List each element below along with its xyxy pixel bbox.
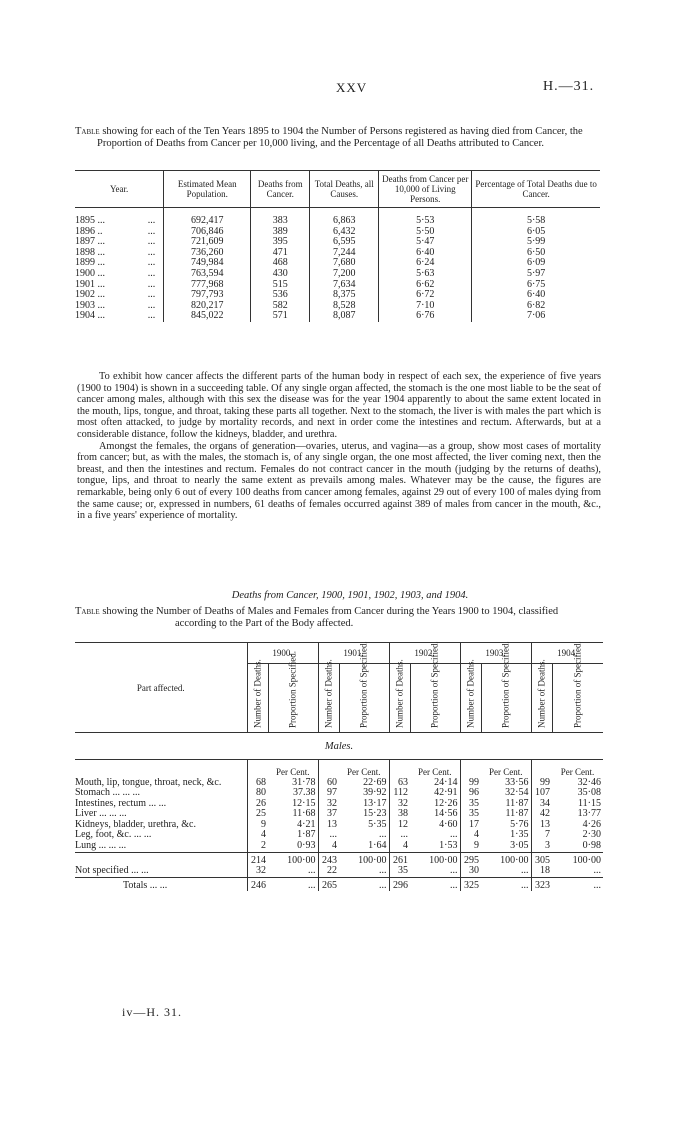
cancer-deaths-cell: 468 bbox=[251, 258, 310, 269]
year-cell: 1904 ... bbox=[75, 310, 105, 322]
cancer-by-body-part-table bbox=[75, 642, 603, 891]
proportion-cell: 13·17 bbox=[363, 797, 387, 809]
sub-proportion-1902: Proportion of Specified. bbox=[410, 664, 460, 733]
proportion-cell: 5·35 bbox=[368, 818, 387, 830]
number-cell: 34 bbox=[531, 799, 552, 810]
cancer-deaths-cell: 571 bbox=[251, 311, 310, 322]
total-deaths-cell: 6,432 bbox=[310, 227, 379, 238]
dots-cell: ... bbox=[147, 236, 156, 248]
spacer bbox=[531, 760, 552, 778]
number-cell: 246 bbox=[247, 877, 268, 891]
proportion-cell: 3·05 bbox=[510, 840, 529, 852]
col-percentage: Percentage of Total Deaths due to Cancer. bbox=[472, 171, 600, 208]
proportion-cell: 42·91 bbox=[434, 787, 458, 799]
sub-number-1901: Number of Deaths. bbox=[318, 664, 339, 733]
sub-proportion-1901: Proportion of Specified. bbox=[339, 664, 389, 733]
sub-proportion-1903: Proportion of Specified. bbox=[481, 664, 531, 733]
number-cell: 4 bbox=[389, 841, 410, 852]
number-cell: 296 bbox=[389, 877, 410, 891]
number-cell: 261 bbox=[389, 852, 410, 866]
proportion-cell: 1·53 bbox=[439, 840, 458, 852]
table1-header-row bbox=[75, 171, 600, 208]
row-label: Kidneys, bladder, urethra, &c. bbox=[75, 818, 196, 830]
number-cell: 3 bbox=[531, 841, 552, 852]
total-deaths-cell: 8,375 bbox=[310, 290, 379, 301]
total-deaths-cell: 8,528 bbox=[310, 301, 379, 312]
cancer-deaths-cell: 471 bbox=[251, 248, 310, 259]
table2-caption: Table showing the Number of Deaths of Males and Females from Cancer during the Years 1900 to 1904, classified according to the Part of the Body affected. bbox=[75, 606, 559, 629]
per-cent-label: Per Cent. bbox=[276, 767, 310, 777]
table-row bbox=[75, 311, 600, 322]
spacer bbox=[318, 760, 339, 778]
number-cell: 80 bbox=[247, 788, 268, 799]
proportion-cell: 11·15 bbox=[578, 797, 601, 809]
year-cell: 1895 ... bbox=[75, 215, 105, 226]
sub-proportion-1900: Proportion Specified. bbox=[268, 664, 318, 733]
proportion-cell: 11·68 bbox=[292, 808, 316, 820]
year-cell: 1897 ... bbox=[75, 236, 105, 248]
spacer bbox=[460, 760, 481, 778]
per-cent-label: Per Cent. bbox=[489, 767, 523, 777]
proportion-cell: 37.38 bbox=[293, 787, 316, 799]
sub-proportion-1904: Proportion of Specified. bbox=[552, 664, 603, 733]
number-cell: 37 bbox=[318, 809, 339, 820]
number-cell: 26 bbox=[247, 799, 268, 810]
proportion-cell: 2·30 bbox=[582, 829, 601, 841]
col-population: Estimated Mean Population. bbox=[164, 171, 251, 208]
proportion-cell: 100·00 bbox=[339, 852, 389, 866]
number-cell: 4 bbox=[247, 830, 268, 841]
population-cell: 706,846 bbox=[164, 227, 251, 238]
proportion-cell: 24·14 bbox=[434, 776, 458, 788]
table-row bbox=[75, 208, 600, 227]
population-cell: 820,217 bbox=[164, 301, 251, 312]
year-1901: 1901. bbox=[318, 643, 389, 664]
row-label: Stomach ... ... ... bbox=[75, 787, 140, 799]
proportion-cell: 1·87 bbox=[297, 829, 316, 841]
per-cent-label: Per Cent. bbox=[560, 767, 595, 777]
percentage-cell: 5·58 bbox=[472, 208, 600, 227]
number-cell: 17 bbox=[460, 820, 481, 831]
percentage-cell: 5·97 bbox=[472, 269, 600, 280]
col-year: Year. bbox=[75, 171, 164, 208]
proportion-cell: 1·64 bbox=[368, 840, 387, 852]
population-cell: 777,968 bbox=[164, 280, 251, 291]
proportion-cell: 100·00 bbox=[481, 852, 531, 866]
sub-number-1902: Number of Deaths. bbox=[389, 664, 410, 733]
number-cell: 35 bbox=[460, 809, 481, 820]
dots-cell: ... bbox=[147, 225, 156, 237]
cancer-deaths-cell: 383 bbox=[251, 208, 310, 227]
number-cell: 9 bbox=[247, 820, 268, 831]
total-deaths-cell: 8,087 bbox=[310, 311, 379, 322]
proportion-cell: 0·98 bbox=[582, 840, 601, 852]
percentage-cell: 6·40 bbox=[472, 290, 600, 301]
number-cell: 18 bbox=[531, 866, 552, 877]
spacer bbox=[75, 760, 247, 778]
year-1900: 1900. bbox=[247, 643, 318, 664]
proportion-cell: ... bbox=[339, 877, 389, 891]
number-cell: 13 bbox=[531, 820, 552, 831]
proportion-cell: ... bbox=[410, 877, 460, 891]
table1-caption: Table showing for each of the Ten Years 1895 to 1904 the Number of Persons registered as having died from Cancer, the Proportion of Deaths from Cancer per 10,000 living, and the Percentage of all Deaths attributed to Cancer. bbox=[75, 126, 583, 149]
proportion-cell: 32·54 bbox=[505, 787, 529, 799]
population-cell: 749,984 bbox=[164, 258, 251, 269]
per-10000-cell: 6·62 bbox=[379, 280, 472, 291]
paragraph-females: Amongst the females, the organs of generation—ovaries, uterus, and vagina—as a group, show most cases of mortality from cancer; but, as with the males, the stomach is, of any single organ, the one most affected, the liver coming next, then the breast, and then the intestines and rectum. Females do not contract cancer in the mouth (judging by the returns of deaths), tongue, lips, and throat to nearly the same extent as prevails among males. Whatever may be the cause, the figures are remarkable, being only 6 out of every 100 deaths from cancer among females, against 29 out of every 100 of males dying from the same cause; or, expressed in numbers, 61 deaths of females occurred against 389 of males from cancer in the mouth, &c., in a five years' experience of mortality. bbox=[77, 440, 601, 522]
total-deaths-cell: 7,244 bbox=[310, 248, 379, 259]
number-cell: 243 bbox=[318, 852, 339, 866]
total-deaths-cell: 7,200 bbox=[310, 269, 379, 280]
cancer-deaths-cell: 430 bbox=[251, 269, 310, 280]
year-1902: 1902. bbox=[389, 643, 460, 664]
population-cell: 797,793 bbox=[164, 290, 251, 301]
cancer-deaths-cell: 395 bbox=[251, 237, 310, 248]
number-cell: 63 bbox=[389, 778, 410, 789]
per-10000-cell: 6·24 bbox=[379, 258, 472, 269]
number-cell: 7 bbox=[531, 830, 552, 841]
proportion-cell: 11·87 bbox=[505, 808, 529, 820]
percentage-cell: 5·99 bbox=[472, 237, 600, 248]
row-label: Intestines, rectum ... ... bbox=[75, 797, 167, 809]
proportion-cell: 5·76 bbox=[510, 818, 529, 830]
number-cell: 30 bbox=[460, 866, 481, 877]
year-cell: 1901 ... bbox=[75, 278, 105, 290]
cancer-deaths-cell: 582 bbox=[251, 301, 310, 312]
population-cell: 763,594 bbox=[164, 269, 251, 280]
row-label: Totals ... ... bbox=[75, 877, 247, 891]
number-cell: 68 bbox=[247, 778, 268, 789]
proportion-cell: 1·35 bbox=[510, 829, 529, 841]
proportion-cell: ... bbox=[379, 865, 387, 877]
proportion-cell: 12·15 bbox=[292, 797, 316, 809]
number-cell: 32 bbox=[389, 799, 410, 810]
number-cell: 214 bbox=[247, 852, 268, 866]
col-cancer-deaths: Deaths from Cancer. bbox=[251, 171, 310, 208]
cancer-deaths-table bbox=[75, 170, 600, 322]
sex-row bbox=[75, 733, 603, 760]
population-cell: 692,417 bbox=[164, 208, 251, 227]
percentage-cell: 7·06 bbox=[472, 311, 600, 322]
proportion-cell: ... bbox=[450, 865, 458, 877]
year-cell: 1903 ... bbox=[75, 299, 105, 311]
dots-cell: ... bbox=[147, 215, 156, 226]
percentage-cell: 6·82 bbox=[472, 301, 600, 312]
col-total-deaths: Total Deaths, all Causes. bbox=[310, 171, 379, 208]
proportion-cell: 35·08 bbox=[577, 787, 601, 799]
year-cell: 1898 ... bbox=[75, 246, 105, 258]
number-cell: 60 bbox=[318, 778, 339, 789]
population-cell: 845,022 bbox=[164, 311, 251, 322]
number-cell: 38 bbox=[389, 809, 410, 820]
proportion-cell: 31·78 bbox=[292, 776, 316, 788]
population-cell: 736,260 bbox=[164, 248, 251, 259]
per-cent-label: Per Cent. bbox=[347, 767, 381, 777]
proportion-cell: ... bbox=[481, 877, 531, 891]
number-cell: 99 bbox=[531, 778, 552, 789]
number-cell: 265 bbox=[318, 877, 339, 891]
number-cell: 4 bbox=[460, 830, 481, 841]
number-cell: 32 bbox=[318, 799, 339, 810]
part-affected-header: Part affected. bbox=[75, 643, 247, 733]
number-cell: 12 bbox=[389, 820, 410, 831]
row-label: Liver ... ... ... bbox=[75, 808, 127, 820]
proportion-cell: 33·56 bbox=[505, 776, 529, 788]
sub-number-1904: Number of Deaths. bbox=[531, 664, 552, 733]
proportion-cell: 4·26 bbox=[582, 818, 601, 830]
cancer-deaths-cell: 515 bbox=[251, 280, 310, 291]
number-cell: 2 bbox=[247, 841, 268, 852]
year-1903: 1903. bbox=[460, 643, 531, 664]
proportion-cell: 100·00 bbox=[410, 852, 460, 866]
row-label bbox=[75, 852, 247, 866]
cancer-deaths-cell: 536 bbox=[251, 290, 310, 301]
number-cell: 107 bbox=[531, 788, 552, 799]
proportion-cell: 12·26 bbox=[434, 797, 458, 809]
proportion-cell: 14·56 bbox=[434, 808, 458, 820]
proportion-cell: 100·00 bbox=[268, 852, 318, 866]
proportion-cell: 100·00 bbox=[552, 852, 603, 866]
per-10000-cell: 5·63 bbox=[379, 269, 472, 280]
number-cell: 35 bbox=[389, 866, 410, 877]
year-cell: 1899 ... bbox=[75, 257, 105, 269]
per-cent-label: Per Cent. bbox=[418, 767, 452, 777]
total-deaths-cell: 6,595 bbox=[310, 237, 379, 248]
year-cell: 1902 ... bbox=[75, 289, 105, 301]
number-cell: 295 bbox=[460, 852, 481, 866]
year-1904: 1904. bbox=[531, 643, 603, 664]
proportion-cell: 11·87 bbox=[505, 797, 529, 809]
table-row bbox=[75, 877, 603, 891]
proportion-cell: 22·69 bbox=[363, 776, 387, 788]
row-label: Mouth, lip, tongue, throat, neck, &c. bbox=[75, 776, 222, 788]
text-block bbox=[77, 371, 601, 522]
number-cell: 305 bbox=[531, 852, 552, 866]
number-cell: 32 bbox=[247, 866, 268, 877]
table-row bbox=[75, 866, 603, 877]
spacer bbox=[389, 760, 410, 778]
proportion-cell: 4·21 bbox=[297, 818, 316, 830]
percentage-cell: 6·05 bbox=[472, 227, 600, 238]
total-deaths-cell: 6,863 bbox=[310, 208, 379, 227]
dots-cell: ... bbox=[147, 246, 156, 258]
total-deaths-cell: 7,634 bbox=[310, 280, 379, 291]
proportion-cell: ... bbox=[450, 829, 458, 841]
number-cell: 22 bbox=[318, 866, 339, 877]
sex-label: Males. bbox=[75, 733, 603, 760]
per-10000-cell: 5·47 bbox=[379, 237, 472, 248]
proportion-cell: 0·93 bbox=[297, 840, 316, 852]
proportion-cell: ... bbox=[308, 865, 316, 877]
year-header-row bbox=[75, 643, 603, 664]
per-10000-cell: 6·76 bbox=[379, 311, 472, 322]
proportion-cell: ... bbox=[379, 829, 387, 841]
number-cell: 13 bbox=[318, 820, 339, 831]
table-row bbox=[75, 852, 603, 866]
number-cell: ... bbox=[318, 830, 339, 841]
row-label: Lung ... ... ... bbox=[75, 840, 127, 852]
dots-cell: ... bbox=[147, 278, 156, 290]
cancer-deaths-cell: 389 bbox=[251, 227, 310, 238]
proportion-cell: ... bbox=[521, 865, 529, 877]
proportion-cell: ... bbox=[593, 865, 601, 877]
proportion-cell: ... bbox=[268, 877, 318, 891]
proportion-cell: 32·46 bbox=[577, 776, 601, 788]
dots-cell: ... bbox=[147, 289, 156, 301]
proportion-cell: ... bbox=[552, 877, 603, 891]
number-cell: 112 bbox=[389, 788, 410, 799]
per-10000-cell: 5·53 bbox=[379, 208, 472, 227]
per-cent-row bbox=[75, 760, 603, 778]
number-cell: 99 bbox=[460, 778, 481, 789]
per-10000-cell: 7·10 bbox=[379, 301, 472, 312]
table-row bbox=[75, 841, 603, 852]
page-number-roman: XXV bbox=[336, 80, 368, 95]
number-cell: 323 bbox=[531, 877, 552, 891]
number-cell: 42 bbox=[531, 809, 552, 820]
year-cell: 1896 .. bbox=[75, 225, 103, 237]
number-cell: 25 bbox=[247, 809, 268, 820]
per-10000-cell: 5·50 bbox=[379, 227, 472, 238]
number-cell: 325 bbox=[460, 877, 481, 891]
population-cell: 721,609 bbox=[164, 237, 251, 248]
number-cell: 97 bbox=[318, 788, 339, 799]
dots-cell: ... bbox=[147, 310, 156, 322]
percentage-cell: 6·09 bbox=[472, 258, 600, 269]
footer-signature: iv—H. 31. bbox=[122, 1005, 182, 1019]
document-reference: H.—31. bbox=[543, 79, 595, 94]
sub-number-1900: Number of Deaths. bbox=[247, 664, 268, 733]
total-deaths-cell: 7,680 bbox=[310, 258, 379, 269]
table-row bbox=[75, 269, 600, 280]
per-10000-cell: 6·72 bbox=[379, 290, 472, 301]
percentage-cell: 6·75 bbox=[472, 280, 600, 291]
per-10000-cell: 6·40 bbox=[379, 248, 472, 259]
spacer bbox=[247, 760, 268, 778]
row-label: Not specified ... ... bbox=[75, 865, 149, 877]
year-cell: 1900 ... bbox=[75, 267, 105, 279]
row-label: Leg, foot, &c. ... ... bbox=[75, 829, 152, 841]
number-cell: 9 bbox=[460, 841, 481, 852]
section-title: Deaths from Cancer, 1900, 1901, 1902, 1903, and 1904. bbox=[231, 590, 469, 601]
proportion-cell: 39·92 bbox=[363, 787, 387, 799]
col-per-10000: Deaths from Cancer per 10,000 of Living Persons. bbox=[379, 171, 472, 208]
dots-cell: ... bbox=[147, 299, 156, 311]
number-cell: 96 bbox=[460, 788, 481, 799]
percentage-cell: 6·50 bbox=[472, 248, 600, 259]
dots-cell: ... bbox=[147, 267, 156, 279]
dots-cell: ... bbox=[147, 257, 156, 269]
proportion-cell: 13·77 bbox=[577, 808, 601, 820]
proportion-cell: 15·23 bbox=[363, 808, 387, 820]
number-cell: 4 bbox=[318, 841, 339, 852]
number-cell: ... bbox=[389, 830, 410, 841]
paragraph-males: To exhibit how cancer affects the different parts of the human body in respect of each sex, the experience of five years (1900 to 1904) is shown in a succeeding table. Of any single organ affected, the stomach is the one most liable to be the seat of cancer among males, although with this sex the disease was for the year 1904 apparently to about the same extent located in the mouth, lips, tongue, and throat, taking these parts all together. Next to the stomach, the liver is with males the part which is most often attacked, to judge by mortality records, and next in order come the intestines and rectum. Afterwards, but at a considerable distance, follow the kidneys, bladder, and urethra. bbox=[77, 371, 601, 440]
number-cell: 35 bbox=[460, 799, 481, 810]
proportion-cell: 4·60 bbox=[439, 818, 458, 830]
sub-number-1903: Number of Deaths. bbox=[460, 664, 481, 733]
